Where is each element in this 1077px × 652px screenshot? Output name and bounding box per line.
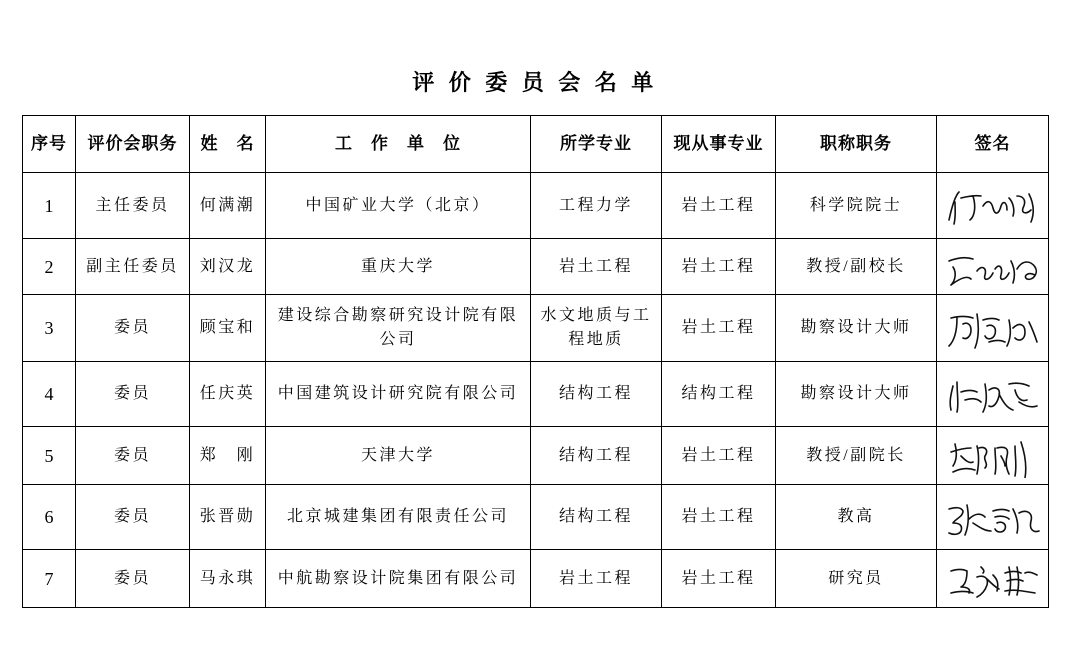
table-row	[23, 485, 1049, 550]
committee-table	[22, 115, 1049, 608]
cell-unit: 天津大学	[266, 427, 531, 485]
cell-major: 结构工程	[531, 427, 662, 485]
cell-major: 工程力学	[531, 173, 662, 239]
cell-signature	[937, 485, 1049, 550]
cell-name: 马永琪	[190, 550, 266, 608]
cell-major: 水文地质与工程地质	[531, 295, 662, 362]
cell-current-major: 岩土工程	[662, 239, 776, 295]
table-row	[23, 173, 1049, 239]
cell-index: 1	[23, 173, 76, 239]
cell-major: 岩土工程	[531, 239, 662, 295]
signature-image	[943, 495, 1043, 539]
table-row	[23, 295, 1049, 362]
cell-role: 委员	[76, 485, 190, 550]
signature-image	[943, 245, 1043, 289]
header-role: 评价会职务	[76, 116, 190, 173]
signature-image	[943, 184, 1043, 228]
cell-role: 委员	[76, 295, 190, 362]
signature-stroke	[951, 567, 1037, 597]
cell-name: 刘汉龙	[190, 239, 266, 295]
header-unit: 工 作 单 位	[266, 116, 531, 173]
document-title: 评 价 委 员 会 名 单	[412, 70, 658, 95]
cell-signature	[937, 295, 1049, 362]
cell-role: 委员	[76, 550, 190, 608]
signature-stroke	[951, 442, 1026, 478]
cell-index: 2	[23, 239, 76, 295]
cell-unit: 中航勘察设计院集团有限公司	[266, 550, 531, 608]
cell-index: 7	[23, 550, 76, 608]
header-major: 所学专业	[531, 116, 662, 173]
cell-role: 主任委员	[76, 173, 190, 239]
cell-title: 教授/副校长	[776, 239, 937, 295]
cell-role: 委员	[76, 427, 190, 485]
cell-signature	[937, 550, 1049, 608]
signature-stroke	[949, 192, 1033, 224]
header-title: 职称职务	[776, 116, 937, 173]
cell-major: 结构工程	[531, 362, 662, 427]
cell-major: 岩土工程	[531, 550, 662, 608]
cell-name: 任庆英	[190, 362, 266, 427]
cell-current-major: 岩土工程	[662, 295, 776, 362]
table-row	[23, 550, 1049, 608]
cell-title: 研究员	[776, 550, 937, 608]
cell-title: 教授/副院长	[776, 427, 937, 485]
cell-signature	[937, 362, 1049, 427]
table-body	[23, 173, 1049, 608]
cell-index: 3	[23, 295, 76, 362]
header-name: 姓 名	[190, 116, 266, 173]
cell-current-major: 结构工程	[662, 362, 776, 427]
table-row	[23, 362, 1049, 427]
cell-unit: 中国矿业大学（北京）	[266, 173, 531, 239]
cell-unit: 中国建筑设计研究院有限公司	[266, 362, 531, 427]
cell-current-major: 岩土工程	[662, 173, 776, 239]
cell-unit: 北京城建集团有限责任公司	[266, 485, 531, 550]
signature-stroke	[949, 314, 1037, 348]
cell-title: 教高	[776, 485, 937, 550]
header-signature: 签名	[937, 116, 1049, 173]
signature-stroke	[949, 257, 1036, 284]
cell-unit: 重庆大学	[266, 239, 531, 295]
cell-current-major: 岩土工程	[662, 427, 776, 485]
cell-unit: 建设综合勘察研究设计院有限公司	[266, 295, 531, 362]
table-header-row	[23, 116, 1049, 173]
header-current-major: 现从事专业	[662, 116, 776, 173]
cell-index: 4	[23, 362, 76, 427]
cell-major: 结构工程	[531, 485, 662, 550]
cell-name: 郑 刚	[190, 427, 266, 485]
table-row	[23, 239, 1049, 295]
cell-name: 张晋勋	[190, 485, 266, 550]
signature-image	[943, 434, 1043, 478]
cell-index: 6	[23, 485, 76, 550]
cell-signature	[937, 239, 1049, 295]
cell-title: 勘察设计大师	[776, 362, 937, 427]
signature-stroke	[949, 505, 1039, 535]
cell-role: 副主任委员	[76, 239, 190, 295]
cell-current-major: 岩土工程	[662, 485, 776, 550]
cell-signature	[937, 173, 1049, 239]
signature-image	[943, 306, 1043, 350]
cell-signature	[937, 427, 1049, 485]
cell-title: 勘察设计大师	[776, 295, 937, 362]
cell-current-major: 岩土工程	[662, 550, 776, 608]
table-row	[23, 427, 1049, 485]
cell-title: 科学院院士	[776, 173, 937, 239]
header-index: 序号	[23, 116, 76, 173]
signature-stroke	[950, 382, 1037, 412]
signature-image	[943, 557, 1043, 601]
cell-name: 顾宝和	[190, 295, 266, 362]
signature-image	[943, 372, 1043, 416]
cell-index: 5	[23, 427, 76, 485]
cell-role: 委员	[76, 362, 190, 427]
cell-name: 何满潮	[190, 173, 266, 239]
